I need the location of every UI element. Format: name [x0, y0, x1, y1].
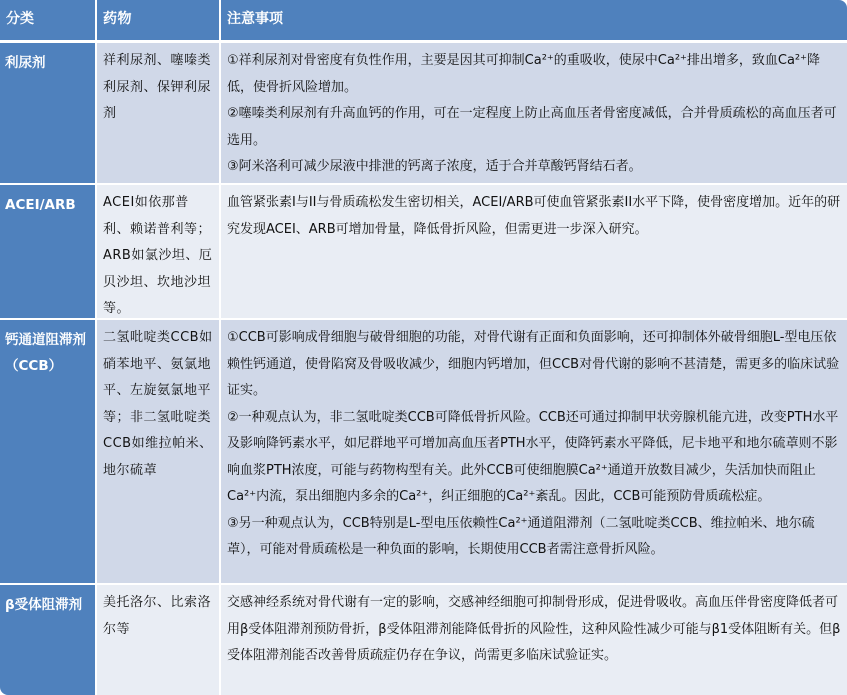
drug-cell: 美托洛尔、比索洛尔等 — [97, 585, 219, 695]
table-row-diuretics — [0, 43, 847, 183]
table-header-row — [0, 0, 847, 40]
notes-cell — [221, 43, 847, 183]
category-cell: 钙通道阻滞剂（CCB） — [0, 320, 95, 583]
note-paragraph: ③另一种观点认为，CCB特别是L-型电压依赖性Ca²⁺通道阻滞剂（二氢吡啶类CCB、维拉帕米、地尔硫䓬），可能对骨质疏松是一种负面的影响，长期使用CCB者需注意骨折风险。 — [227, 515, 815, 557]
drug-cell: 二氢吡啶类CCB如硝苯地平、氨氯地平、左旋氨氯地平等；非二氢吡啶类CCB如维拉帕米、地尔硫䓬 — [97, 320, 219, 583]
drug-cell: 祥利尿剂、噻嗪类利尿剂、保钾利尿剂 — [97, 43, 219, 183]
drug-cell: ACEI如依那普利、赖诺普利等；ARB如氯沙坦、厄贝沙坦、坎地沙坦等。 — [97, 185, 219, 318]
notes-cell — [221, 320, 847, 583]
note-paragraph: ②一种观点认为，非二氢吡啶类CCB可降低骨折风险。CCB还可通过抑制甲状旁腺机能亢进，改变PTH水平及影响降钙素水平，如尼群地平可增加高血压者PTH水平，使降钙素水平降低，尼卡地平和地尔硫䓬则不影响血浆PTH浓度，可能与药物构型有关。此外CCB可使细胞膜Ca²⁺通道开放数目减少，失活加快而阻止Ca²⁺内流，泵出细胞内多余的Ca²⁺，纠正细胞的Ca²⁺紊乱。因此，CCB可能预防骨质疏松症。 — [227, 409, 839, 504]
table-row-beta-blockers — [0, 585, 847, 695]
header-category: 分类 — [0, 0, 95, 40]
table-row-ccb — [0, 320, 847, 583]
notes-cell — [221, 185, 847, 318]
category-cell: β受体阻滞剂 — [0, 585, 95, 695]
category-cell: 利尿剂 — [0, 43, 95, 183]
note-paragraph: 血管紧张素I与II与骨质疏松发生密切相关，ACEI/ARB可使血管紧张素II水平下降，使骨密度增加。近年的研究发现ACEI、ARB可增加骨量，降低骨折风险，但需更进一步深入研究。 — [227, 195, 841, 237]
note-paragraph: ①祥利尿剂对骨密度有负性作用，主要是因其可抑制Ca²⁺的重吸收，使尿中Ca²⁺排出增多，致血Ca²⁺降低，使骨折风险增加。 — [227, 53, 821, 95]
note-paragraph: ②噻嗪类利尿剂有升高血钙的作用，可在一定程度上防止高血压者骨密度减低，合并骨质疏松的高血压者可选用。 — [227, 106, 837, 148]
header-drug: 药物 — [97, 0, 219, 40]
notes-cell — [221, 585, 847, 695]
note-paragraph: 交感神经系统对骨代谢有一定的影响，交感神经细胞可抑制骨形成，促进骨吸收。高血压伴骨密度降低者可用β受体阻滞剂预防骨折，β受体阻滞剂能降低骨折的风险性，这种风险性减少可能与β1受体阻断有关。但β受体阻滞剂能否改善骨质疏症仍存在争议，尚需更多临床试验证实。 — [227, 595, 841, 663]
note-paragraph: ③阿米洛利可减少尿液中排泄的钙离子浓度，适于合并草酸钙肾结石者。 — [227, 159, 642, 174]
category-cell: ACEI/ARB — [0, 185, 95, 318]
table-row-acei-arb — [0, 185, 847, 318]
header-notes: 注意事项 — [221, 0, 847, 40]
note-paragraph: ①CCB可影响成骨细胞与破骨细胞的功能，对骨代谢有正面和负面影响，还可抑制体外破骨细胞L-型电压依赖性钙通道，使骨陷窝及骨吸收减少，细胞内钙增加，但CCB对骨代谢的影响不甚清楚，需更多的临床试验证实。 — [227, 330, 840, 398]
